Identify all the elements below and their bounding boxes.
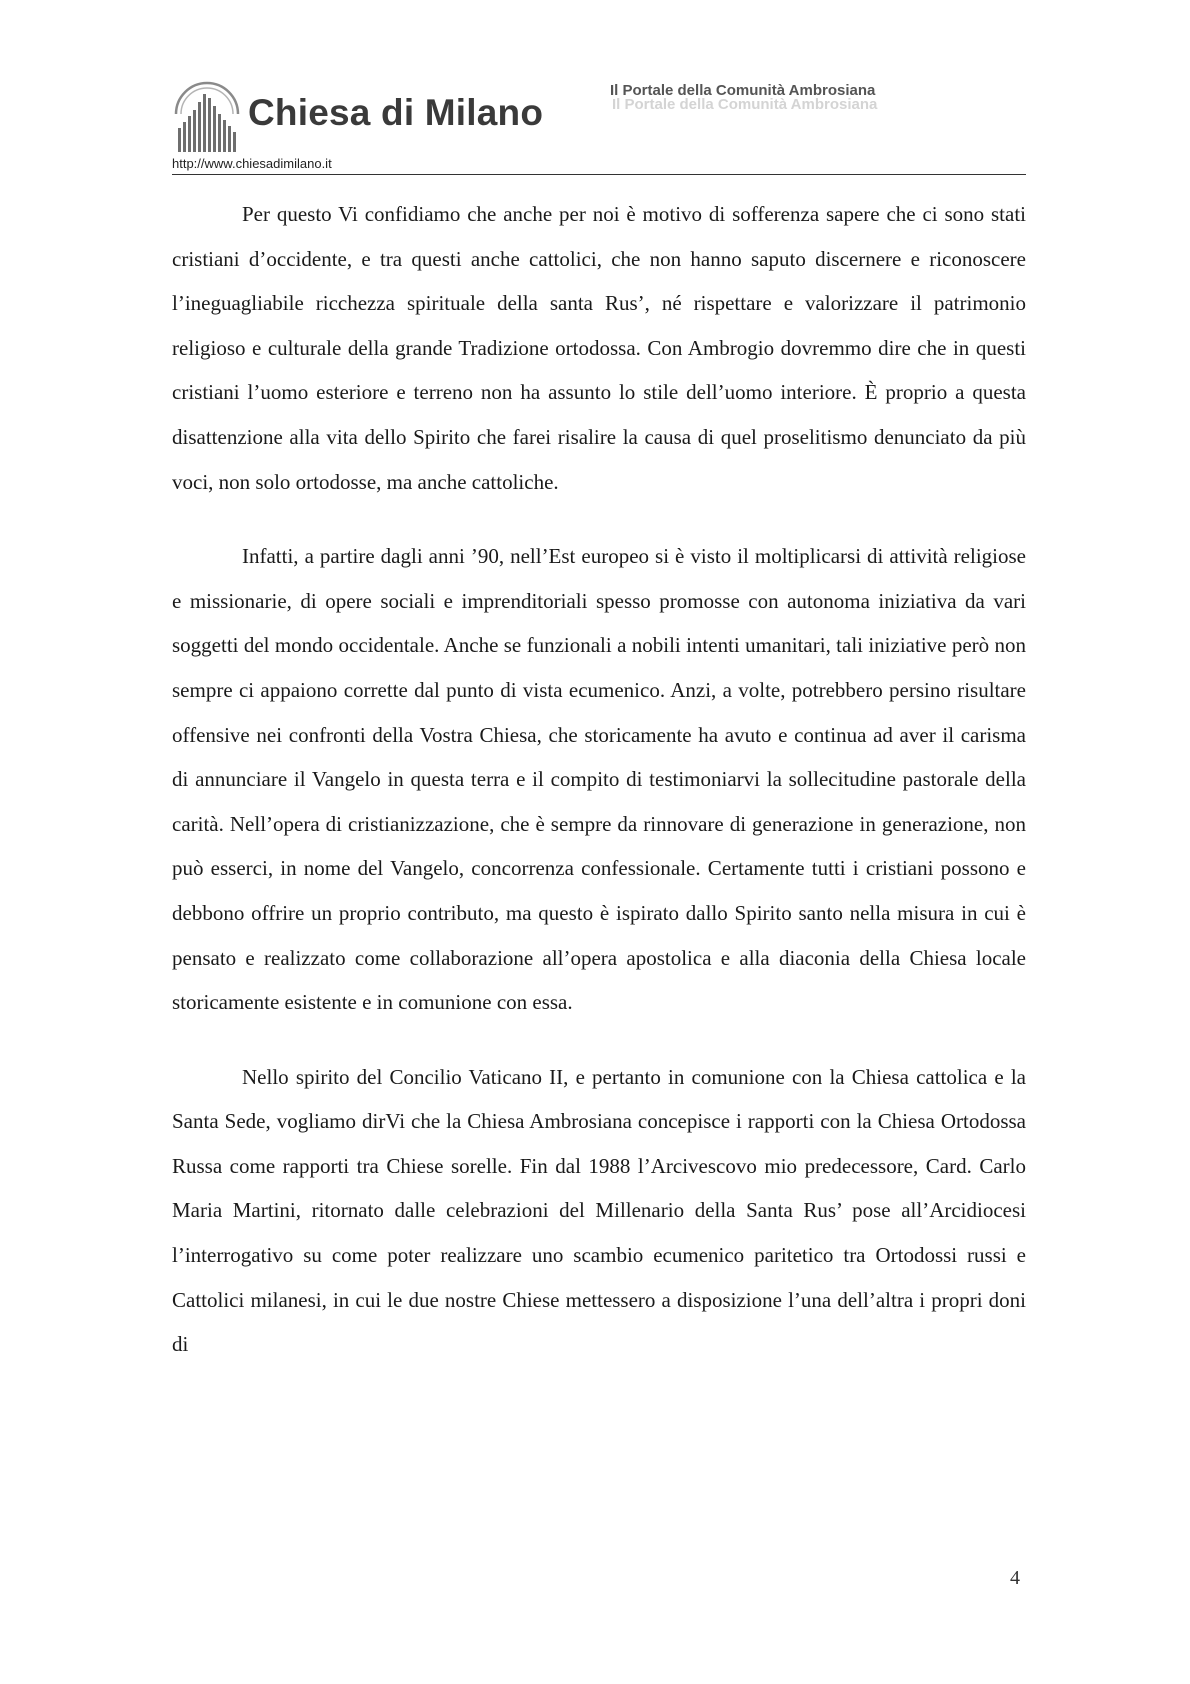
page-number: 4 bbox=[1010, 1567, 1020, 1589]
paragraph: Per questo Vi confidiamo che anche per noi è motivo di sofferenza sapere che ci sono stati cristiani d’occidente, e tra questi anche cattolici, che non hanno saputo discernere e riconoscere l’ineguagliabile ricchezza spirituale della santa Rus’, né rispettare e valorizzare il patrimonio religioso e culturale della grande Tradizione ortodossa. Con Ambrogio dovremmo dire che in questi cristiani l’uomo esteriore e terreno non ha assunto lo stile dell’uomo interiore. È proprio a questa disattenzione alla vita dello Spirito che farei risalire la causa di quel proselitismo denunciato da più voci, non solo ortodosse, ma anche cattoliche. bbox=[172, 202, 1026, 494]
paragraph: Infatti, a partire dagli anni ’90, nell’Est europeo si è visto il moltiplicarsi di attività religiose e missionarie, di opere sociali e imprenditoriali spesso promosse con autonoma iniziativa da vari soggetti del mondo occidentale. Anche se funzionali a nobili intenti umanitari, tali iniziative però non sempre ci appaiono corrette dal punto di vista ecumenico. Anzi, a volte, potrebbero persino risultare offensive nei confronti della Vostra Chiesa, che storicamente ha avuto e continua ad aver il carisma di annunciare il Vangelo in questa terra e il compito di testimoniarvi la sollecitudine pastorale della carità. Nell’opera di cristianizzazione, che è sempre da rinnovare di generazione in generazione, non può esserci, in nome del Vangelo, concorrenza confessionale. Certamente tutti i cristiani possono e debbono offrire un proprio contributo, ma questo è ispirato dallo Spirito santo nella misura in cui è pensato e realizzato come collaborazione all’opera apostolica e alla diaconia della Chiesa locale storicamente esistente e in comunione con essa. bbox=[172, 544, 1026, 1015]
paragraph: Nello spirito del Concilio Vaticano II, e pertanto in comunione con la Chiesa cattolica e la Santa Sede, vogliamo dirVi che la Chiesa Ambrosiana concepisce i rapporti con la Chiesa Ortodossa Russa come rapporti tra Chiese sorelle. Fin dal 1988 l’Arcivescovo mio predecessore, Card. Carlo Maria Martini, ritornato dalle celebrazioni del Millenario della Santa Rus’ pose all’Arcidiocesi l’interrogativo su come poter realizzare uno scambio ecumenico paritetico tra Ortodossi russi e Cattolici milanesi, in cui le due nostre Chiese mettessero a disposizione l’una dell’altra i propri doni di bbox=[172, 1064, 1026, 1357]
portal-tagline: Il Portale della Comunità Ambrosiana bbox=[610, 82, 876, 99]
logo-wordmark: Chiesa di Milano bbox=[248, 92, 544, 133]
cathedral-logo-icon bbox=[172, 76, 242, 154]
site-url[interactable]: http://www.chiesadimilano.it bbox=[172, 156, 332, 171]
header-divider bbox=[172, 174, 1026, 175]
document-body bbox=[172, 192, 1026, 1397]
page-header bbox=[172, 70, 1026, 178]
portal-tagline-shadow: Il Portale della Comunità Ambrosiana bbox=[612, 96, 878, 113]
